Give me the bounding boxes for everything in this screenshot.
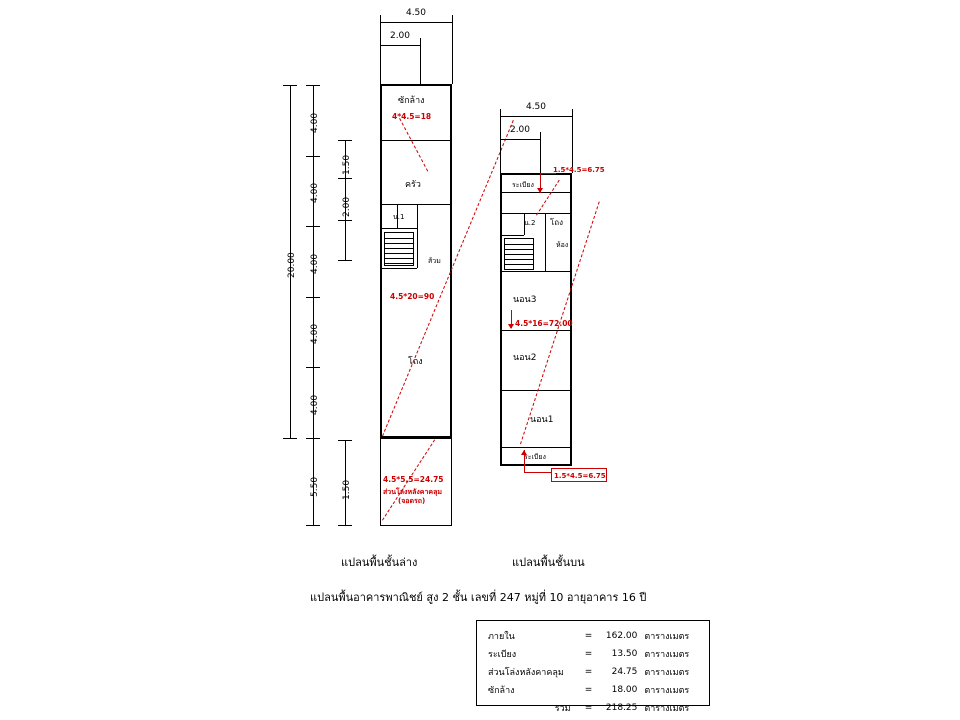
gf-partition-3 bbox=[381, 268, 417, 269]
gf-dim-chain-mid bbox=[313, 85, 314, 525]
uf-ext-line-mid bbox=[540, 146, 541, 173]
table-row bbox=[485, 663, 701, 681]
gf-inner-tick-4 bbox=[338, 440, 352, 441]
summary-eq-1: = bbox=[584, 649, 593, 659]
gf-inner-label-0: 1.50 bbox=[342, 154, 352, 175]
table-row bbox=[485, 627, 701, 645]
uf-red-arrow-top bbox=[537, 188, 543, 193]
summary-value-2: 24.75 bbox=[611, 667, 638, 677]
summary-unit-0: ตารางเมตร bbox=[644, 632, 690, 642]
summary-eq-0: = bbox=[584, 631, 593, 641]
uf-partition-balcony-bottom bbox=[501, 447, 572, 448]
uf-room-label-hall: โถง bbox=[550, 218, 564, 227]
gf-staircase bbox=[384, 232, 414, 266]
summary-unit-4: ตารางเมตร bbox=[644, 704, 690, 714]
gf-inner-tick-1 bbox=[338, 178, 352, 179]
uf-red-arrow-main bbox=[508, 324, 514, 329]
gf-dim-450-line bbox=[380, 22, 452, 23]
uf-red-note-balcony-top: 1.5*4.5=6.75 bbox=[553, 166, 605, 174]
summary-label-4: รวม bbox=[554, 704, 571, 714]
summary-value-4: 218.25 bbox=[605, 703, 638, 713]
gf-room-label-kitchen: ครัว bbox=[405, 180, 421, 190]
area-summary-table bbox=[476, 620, 710, 714]
gf-chain-label-5: 5.50 bbox=[310, 476, 320, 497]
uf-room-label-balcony-bottom: ระเบียง bbox=[524, 453, 546, 461]
gf-chain-tick-5 bbox=[306, 438, 320, 439]
summary-value-3: 18.00 bbox=[611, 685, 638, 695]
uf-partition-v1 bbox=[545, 213, 546, 271]
gf-chain-label-3: 4.00 bbox=[310, 323, 320, 344]
uf-room-label-bed3: นอน3 bbox=[513, 295, 537, 305]
uf-dim-450-line bbox=[500, 116, 572, 117]
gf-ext-line-mid bbox=[420, 52, 421, 84]
uf-room-label-bath2: น.2 bbox=[524, 219, 536, 227]
gf-chain-tick-2 bbox=[306, 226, 320, 227]
summary-label-3: ซักล้าง bbox=[488, 686, 515, 696]
gf-dim-2000-label: 20.00 bbox=[287, 252, 297, 278]
gf-red-note-open-sub: ส่วนโล่งหลังคาคลุม bbox=[383, 488, 442, 496]
gf-partition-1 bbox=[381, 140, 452, 141]
drawing-caption: แปลนพื้นอาคารพาณิชย์ สูง 2 ชั้น เลขที่ 247 หมู่ที่ 10 อายุอาคาร 16 ปี bbox=[310, 591, 647, 604]
gf-room-label-washing: ซักล้าง bbox=[398, 96, 425, 106]
gf-inner-tick-2 bbox=[338, 220, 352, 221]
gf-room-label-toilet: ส้วม bbox=[428, 257, 441, 265]
table-row bbox=[485, 645, 701, 663]
uf-partition-2 bbox=[501, 271, 572, 272]
gf-red-note-washing: 4*4.5=18 bbox=[392, 112, 432, 121]
uf-room-label-room: ห้อง bbox=[556, 241, 569, 249]
summary-value-1: 13.50 bbox=[611, 649, 638, 659]
uf-dim-200-tick-right bbox=[540, 132, 541, 146]
uf-dim-450-tick-right bbox=[572, 109, 573, 123]
uf-dim-450-tick-left bbox=[500, 109, 501, 123]
gf-inner-tick-5 bbox=[338, 525, 352, 526]
ground-floor-plan-title: แปลนพื้นชั้นล่าง bbox=[341, 556, 418, 569]
summary-eq-4: = bbox=[584, 703, 593, 713]
uf-red-arrow-bottom bbox=[521, 450, 527, 455]
gf-partition-4 bbox=[381, 228, 417, 229]
summary-label-1: ระเบียง bbox=[488, 650, 517, 660]
gf-dim-200-line bbox=[380, 45, 420, 46]
uf-staircase bbox=[504, 238, 534, 270]
gf-chain-label-2: 4.00 bbox=[310, 253, 320, 274]
gf-dim-200-tick-right bbox=[420, 38, 421, 52]
gf-inner-tick-0 bbox=[338, 140, 352, 141]
summary-unit-2: ตารางเมตร bbox=[644, 668, 690, 678]
uf-room-label-balcony-top: ระเบียง bbox=[512, 181, 534, 189]
gf-chain-label-0: 4.00 bbox=[310, 112, 320, 133]
gf-red-note-open: 4.5*5.5=24.75 bbox=[383, 475, 444, 484]
gf-inner-label-2: 1.50 bbox=[342, 479, 352, 500]
area-summary-rows bbox=[485, 627, 701, 717]
summary-eq-3: = bbox=[584, 685, 593, 695]
gf-dim-2000-tick-bottom bbox=[283, 438, 297, 439]
summary-unit-3: ตารางเมตร bbox=[644, 686, 690, 696]
gf-room-label-hall: โถง bbox=[408, 357, 423, 367]
gf-chain-tick-1 bbox=[306, 156, 320, 157]
gf-dim-450-tick-right bbox=[452, 15, 453, 29]
table-row-total bbox=[485, 699, 701, 717]
gf-chain-label-1: 4.00 bbox=[310, 182, 320, 203]
gf-inner-tick-3 bbox=[338, 260, 352, 261]
summary-unit-1: ตารางเมตร bbox=[644, 650, 690, 660]
uf-red-leader-bottom-h bbox=[524, 472, 551, 473]
uf-partition-3 bbox=[501, 330, 572, 331]
gf-chain-tick-3 bbox=[306, 297, 320, 298]
upper-floor-plan-title: แปลนพื้นชั้นบน bbox=[512, 556, 585, 569]
gf-red-note-main: 4.5*20=90 bbox=[390, 292, 435, 301]
summary-value-0: 162.00 bbox=[605, 631, 638, 641]
gf-dim-450-tick-left bbox=[380, 15, 381, 29]
gf-partition-v1 bbox=[417, 204, 418, 268]
gf-chain-tick-4 bbox=[306, 367, 320, 368]
table-row bbox=[485, 681, 701, 699]
summary-eq-2: = bbox=[584, 667, 593, 677]
gf-chain-label-4: 4.00 bbox=[310, 394, 320, 415]
gf-inner-label-1: 2.00 bbox=[342, 196, 352, 217]
gf-chain-tick-0 bbox=[306, 85, 320, 86]
uf-red-note-balcony-bottom: 1.5*4.5=6.75 bbox=[554, 472, 606, 480]
gf-room-label-bath1: น.1 bbox=[393, 213, 405, 221]
gf-chain-tick-6 bbox=[306, 525, 320, 526]
gf-ext-line-right bbox=[452, 29, 453, 84]
uf-ext-line-left bbox=[500, 123, 501, 173]
uf-dim-200-line bbox=[500, 139, 540, 140]
gf-dim-200-label: 2.00 bbox=[389, 31, 411, 41]
uf-room-label-bed1: นอน1 bbox=[530, 415, 554, 425]
gf-ext-line-left bbox=[380, 29, 381, 84]
uf-room-label-bed2: นอน2 bbox=[513, 353, 537, 363]
uf-red-note-main: 4.5*16=72.00 bbox=[515, 319, 573, 328]
uf-dim-450-label: 4.50 bbox=[525, 102, 547, 112]
gf-dim-450-label: 4.50 bbox=[405, 8, 427, 18]
uf-dim-200-label: 2.00 bbox=[509, 125, 531, 135]
gf-red-note-open-sub2: (จอดรถ) bbox=[398, 497, 426, 505]
summary-label-0: ภายใน bbox=[488, 632, 515, 642]
uf-partition-5 bbox=[501, 235, 524, 236]
gf-dim-2000-tick-top bbox=[283, 85, 297, 86]
summary-label-2: ส่วนโล่งหลังคาคลุม bbox=[488, 668, 564, 678]
